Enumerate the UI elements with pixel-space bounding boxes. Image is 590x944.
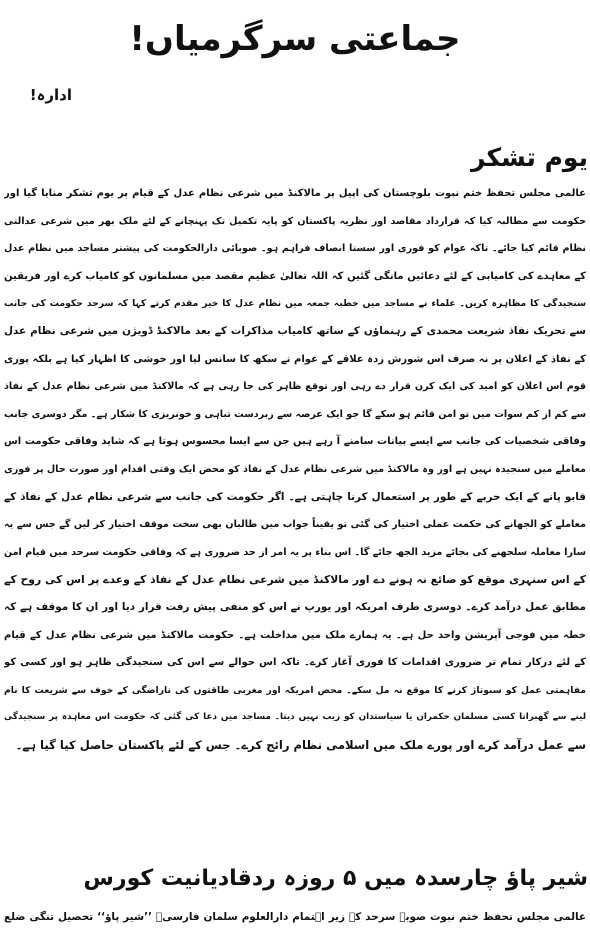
body-line: معاملے میں سنجیدہ نہیں ہے اور وہ مالاکنڈ میں شرعی نظام عدل کے نفاذ کو محض ایک وقتی اقدام اور صورت حال پر فوری [4, 463, 586, 475]
section-heading-youm-tashakur: یوم تشکر [470, 143, 588, 172]
body-line: وفاقی شخصیات کی جانب سے ایسے بیانات سامنے آ رہے ہیں جن سے ایسا محسوس ہوتا ہے کہ شاید وفاقی حکومت اس [4, 436, 586, 448]
section-course-text: عالمی مجلس تحفظ ختم نبوت صوبہ سرحد کے زیر اہتمام دارالعلوم سلمان فارسیؓ ’’شیر پاؤ‘‘ تحصیل تنگی ضلع [4, 911, 586, 923]
body-line: سارا معاملہ سلجھنے کی بجائے مزید الجھ جائے گا۔ اس بناء پر یہ امر از حد ضروری ہے کہ وفاقی حکومت سرحد میں قیام امن [4, 546, 586, 558]
body-line: قابو پانے کے ایک حربے کے طور پر استعمال کرنا چاہتی ہے۔ اگر حکومت کی جانب سے شرعی نظام عدل کے نفاذ کے [4, 490, 586, 503]
body-line: حکومت سے مطالبہ کیا کہ قرارداد مقاصد اور نظریہ پاکستان کو پایہ تکمیل تک پہنچانے کے لئے ملک بھر میں شرعی عدالتی [4, 215, 586, 227]
article-title: جماعتی سرگرمیاں! [129, 19, 461, 59]
body-line: کے لئے درکار تمام تر ضروری اقدامات کا فوری آغاز کرے۔ تاکہ اس حوالے سے اس کی سنجیدگی ظاہر ہو اور کسی کو [4, 657, 586, 669]
body-line: لینے سے گھبرانا کسی مسلمان حکمران یا سیاستدان کو زیب نہیں دیتا۔ مساجد میں دعا کی گئی کہ حکومت اس معاہدہ پر سنجیدگی [4, 712, 586, 723]
article-author: ادارہ! [29, 86, 72, 104]
body-line: سنجیدگی کا مظاہرہ کریں۔ علماء نے مساجد میں خطبہ جمعہ میں نظام عدل کا خیر مقدم کرتے کہا کہ سرحد حکومت کی جانب [4, 298, 586, 310]
body-line: کے اس سنہری موقع کو ضائع نہ ہونے دے اور مالاکنڈ میں شرعی نظام عدل کے نفاذ کے وعدے پر اس کی روح کے [4, 573, 586, 587]
body-line: نظام قائم کیا جائے۔ تاکہ عوام کو فوری اور سستا انصاف فراہم ہو۔ صوبائی دارالحکومت کی پیشتر مساجد میں نظام عدل [4, 243, 586, 255]
body-line: سے کم از کم سوات میں تو امن قائم ہو سکے گا جو ایک عرصہ سے زبردست تباہی و خونریزی کا شکار ہے۔ مگر دوسری جانب [4, 408, 586, 420]
body-line: عالمی مجلس تحفظ ختم نبوت بلوچستان کی اپیل پر مالاکنڈ میں شرعی نظام عدل کے قیام پر یوم تشکر منایا گیا اور [4, 188, 586, 199]
body-line: مفاہمتی عمل کو سبوتاژ کرنے کا موقع نہ مل سکے۔ محض امریکہ اور مغربی طاقتوں کی ناراضگی کے خوف سے شریعت کا نام [4, 684, 586, 696]
body-line: معاملے کو الجھانے کی حکمت عملی اختیار کی گئی تو یقیناً جواب میں طالبان بھی سخت موقف اختیار کر لیں گے جس سے یہ [4, 519, 586, 531]
section-heading-course: شیر پاؤ چارسدہ میں ۵ روزہ ردقادیانیت کورس [83, 866, 588, 891]
body-line: کے معاہدے کی کامیابی کے لئے دعائیں مانگی گئیں کہ اللہ تعالیٰ عظیم مقصد میں مسلمانوں کو کامیاب کرے اور فریقین [4, 270, 586, 282]
section-body-text [4, 180, 586, 759]
body-line: قوم اس اعلان کو امید کی ایک کرن قرار دے رہی اور توقع ظاہر کی جا رہی ہے کہ مالاکنڈ میں شرعی نظام عدل کے نفاذ [4, 381, 586, 393]
body-line: سے تحریک نفاذ شریعت محمدی کے رہنماؤں کے ساتھ کامیاب مذاکرات کے بعد مالاکنڈ ڈویژن میں شرعی نظام عدل [4, 324, 586, 337]
body-line: مطابق عمل درآمد کرے۔ دوسری طرف امریکہ اور یورپ نے اس کو منفی پیش رفت قرار دیا اور ان کا موقف ہے کہ [4, 600, 586, 613]
body-line: کے نفاذ کے اعلان پر نہ صرف اس شورش زدہ علاقے کے عوام نے سکھ کا سانس لیا اور خوشی کا اظہار کیا ہے بلکہ پوری [4, 353, 586, 365]
body-line: خطہ میں فوجی آپریشن واحد حل ہے۔ یہ ہمارے ملک میں مداخلت ہے۔ حکومت مالاکنڈ میں شرعی نظام عدل کے قیام [4, 629, 586, 641]
body-line: سے عمل درآمد کرے اور پورے ملک میں اسلامی نظام رائج کرے۔ جس کے لئے پاکستان حاصل کیا گیا ہے۔ [15, 737, 586, 752]
